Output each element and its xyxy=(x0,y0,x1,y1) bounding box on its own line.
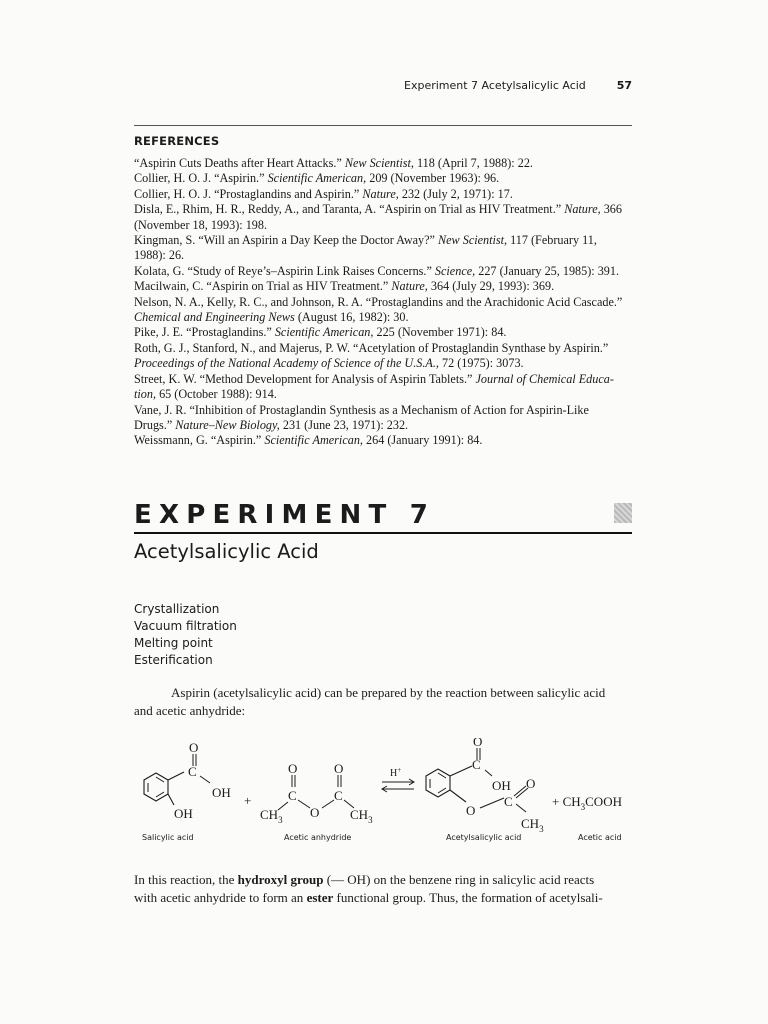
citation-italic: New Scientist, xyxy=(344,156,414,170)
citation-text: 1988): 26. xyxy=(134,248,185,263)
atom-label: C xyxy=(288,788,297,803)
citation-text: Macilwain, C. “Aspirin on Trial as HIV Treatment.” xyxy=(134,279,392,294)
intro-line: Aspirin (acetylsalicylic acid) can be prepared by the reaction between salicylic acid xyxy=(171,685,606,700)
citation-text: Nelson, N. A., Kelly, R. C., and Johnson, R. A. “Prostaglandins and the Arachidonic Acid Cascade.” xyxy=(134,294,623,309)
citation-text: Weissmann, G. “Aspirin.” xyxy=(134,433,265,448)
text-run: with acetic anhydride to form an xyxy=(134,890,307,905)
citation-text: Collier, H. O. J. “Prostaglandins and Aspirin.” xyxy=(134,186,363,201)
citation-text: Street, K. W. “Method Development for Analysis of Aspirin Tablets.” xyxy=(134,371,476,386)
atom-label: CH xyxy=(260,807,279,822)
reference-continuation xyxy=(134,387,634,402)
text-run: In this reaction, the xyxy=(134,872,238,887)
atom-label: CH xyxy=(350,807,369,822)
citation-text: 227 (January 25, 1985): 391. xyxy=(475,263,620,278)
technique-item: Vacuum filtration xyxy=(134,619,237,633)
atom-label: C xyxy=(334,788,343,803)
atom-label: OH xyxy=(212,785,231,800)
citation-text: 118 (April 7, 1988): 22. xyxy=(413,156,533,170)
citation-text: Pike, J. E. “Prostaglandins.” xyxy=(134,325,275,340)
reference-item xyxy=(134,341,634,372)
subscript: 3 xyxy=(539,824,544,834)
atom-label: OH xyxy=(492,778,511,793)
citation-text: Kolata, G. “Study of Reye’s–Aspirin Link Raises Concerns.” xyxy=(134,263,435,278)
citation-italic: tion, xyxy=(134,387,157,402)
equilibrium-arrows xyxy=(382,766,414,792)
technique-item: Esterification xyxy=(134,653,213,667)
atom-label: OH xyxy=(174,806,193,821)
citation-italic: Journal of Chemical Educa- xyxy=(475,371,614,386)
citation-text: Disla, E., Rhim, H. R., Reddy, A., and Taranta, A. “Aspirin on Trial as HIV Treatment.” xyxy=(134,202,565,217)
compound-label: Acetic anhydride xyxy=(284,833,352,842)
citation-text: 264 (January 1991): 84. xyxy=(362,433,483,448)
citation-text: Kingman, S. “Will an Aspirin a Day Keep the Doctor Away?” xyxy=(134,233,439,248)
citation-italic: Scientific American, xyxy=(264,433,363,448)
reference-item xyxy=(134,295,634,326)
atom-label: O xyxy=(526,776,536,791)
citation-text: 117 (February 11, xyxy=(507,233,597,248)
product-suffix: COOH xyxy=(585,794,622,809)
reference-item xyxy=(134,264,634,279)
acetylsalicylic-acid-structure xyxy=(426,738,544,842)
citation-italic: Nature, xyxy=(564,202,601,217)
text-run: (— OH) on the benzene ring in salicylic acid reacts xyxy=(323,872,595,887)
reference-item xyxy=(134,372,634,403)
compound-label: Acetic acid xyxy=(578,833,622,842)
catalyst-sup: + xyxy=(397,766,402,774)
reference-item xyxy=(134,325,634,340)
atom-label: O xyxy=(288,761,298,776)
term-hydroxyl-group: hydroxyl group xyxy=(237,872,324,887)
reference-item xyxy=(134,156,634,171)
reference-continuation xyxy=(134,356,634,371)
citation-italic: New Scientist, xyxy=(438,233,508,248)
techniques-list xyxy=(134,601,237,669)
closing-line xyxy=(134,871,634,889)
technique-item: Crystallization xyxy=(134,602,220,616)
citation-text: 231 (June 23, 1971): 232. xyxy=(279,417,409,432)
citation-italic: Science, xyxy=(434,263,476,278)
citation-text: (November 18, 1993): 198. xyxy=(134,217,268,232)
citation-italic: Proceedings of the National Academy of Science of the U.S.A., xyxy=(134,356,439,371)
header-rule xyxy=(134,125,632,126)
compound-label: Salicylic acid xyxy=(142,833,194,842)
citation-text: Drugs.” xyxy=(134,417,176,432)
reference-item xyxy=(134,433,634,448)
citation-text: 209 (November 1963): 96. xyxy=(366,171,500,186)
product-prefix: + CH xyxy=(552,794,581,809)
citation-text: 225 (November 1971): 84. xyxy=(373,325,507,340)
reference-item xyxy=(134,279,634,294)
citation-text: (August 16, 1982): 30. xyxy=(294,310,409,325)
svg-text:CH3 xyxy=(521,816,544,834)
experiment-title: EXPERIMENT 7 xyxy=(134,500,435,530)
text-run: functional group. Thus, the formation of acetylsali- xyxy=(333,890,603,905)
corner-tab-mark xyxy=(614,503,632,523)
acetic-anhydride-structure xyxy=(260,761,373,842)
atom-label: O xyxy=(310,805,320,820)
atom-label: C xyxy=(188,764,197,779)
citation-text: 72 (1975): 3073. xyxy=(438,356,524,371)
citation-italic: Scientific American, xyxy=(274,325,374,340)
atom-label: CH xyxy=(521,816,540,831)
citation-text: 364 (July 29, 1993): 369. xyxy=(427,279,555,294)
term-ester: ester xyxy=(306,890,334,905)
atom-label: O xyxy=(334,761,344,776)
svg-text:+ CH3COOH xyxy=(552,794,622,812)
citation-italic: Nature, xyxy=(362,186,399,201)
citation-text: 65 (October 1988): 914. xyxy=(156,387,277,402)
running-head-title: Experiment 7 Acetylsalicylic Acid xyxy=(404,79,586,92)
closing-line xyxy=(134,889,634,907)
compound-label: Acetylsalicylic acid xyxy=(446,833,522,842)
subscript: 3 xyxy=(368,815,373,825)
atom-label: O xyxy=(473,738,483,749)
reference-continuation xyxy=(134,417,634,433)
citation-text: “Aspirin Cuts Deaths after Heart Attacks.” xyxy=(134,156,345,170)
closing-paragraph xyxy=(134,871,634,907)
citation-italic: Chemical and Engineering News xyxy=(134,310,295,325)
salicylic-acid-structure xyxy=(142,740,231,842)
reference-item xyxy=(134,187,634,202)
references-list xyxy=(134,156,634,449)
svg-text:CH3 xyxy=(350,807,373,825)
atom-label: O xyxy=(466,803,476,818)
subscript: 3 xyxy=(580,802,586,812)
atom-label: C xyxy=(504,794,513,809)
reference-continuation xyxy=(134,310,634,325)
reference-item xyxy=(134,202,634,233)
reference-continuation xyxy=(134,248,634,263)
experiment-rule xyxy=(134,532,632,534)
acetic-acid-product xyxy=(552,794,622,842)
citation-italic: Nature–New Biology, xyxy=(175,417,280,432)
reference-item xyxy=(134,403,634,434)
svg-text:CH3 xyxy=(260,807,283,825)
reference-item xyxy=(134,171,634,186)
atom-label: O xyxy=(189,740,199,755)
page-number: 57 xyxy=(616,79,632,92)
citation-italic: Nature, xyxy=(391,279,428,294)
plus-sign: + xyxy=(244,793,252,808)
citation-italic: Scientific American, xyxy=(267,171,367,186)
intro-paragraph xyxy=(134,684,634,719)
experiment-subtitle: Acetylsalicylic Acid xyxy=(134,540,319,563)
running-head xyxy=(404,79,632,92)
reaction-scheme xyxy=(124,738,654,848)
citation-text: Roth, G. J., Stanford, N., and Majerus, P. W. “Acetylation of Prostaglandin Synthase by Aspirin.” xyxy=(134,340,609,355)
citation-text: 232 (July 2, 1971): 17. xyxy=(398,186,513,201)
citation-text: Collier, H. O. J. “Aspirin.” xyxy=(134,171,268,186)
reference-item xyxy=(134,233,634,264)
intro-line: and acetic anhydride: xyxy=(134,702,246,718)
atom-label: C xyxy=(472,757,481,772)
catalyst-label: H xyxy=(390,768,398,779)
citation-text: 366 xyxy=(600,202,622,217)
svg-text:H+ xyxy=(390,766,401,779)
reference-continuation xyxy=(134,217,634,233)
references-heading: REFERENCES xyxy=(134,134,220,148)
technique-item: Melting point xyxy=(134,636,213,650)
citation-text: Vane, J. R. “Inhibition of Prostaglandin Synthesis as a Mechanism of Action for Aspirin-Like xyxy=(134,402,589,417)
subscript: 3 xyxy=(278,815,283,825)
